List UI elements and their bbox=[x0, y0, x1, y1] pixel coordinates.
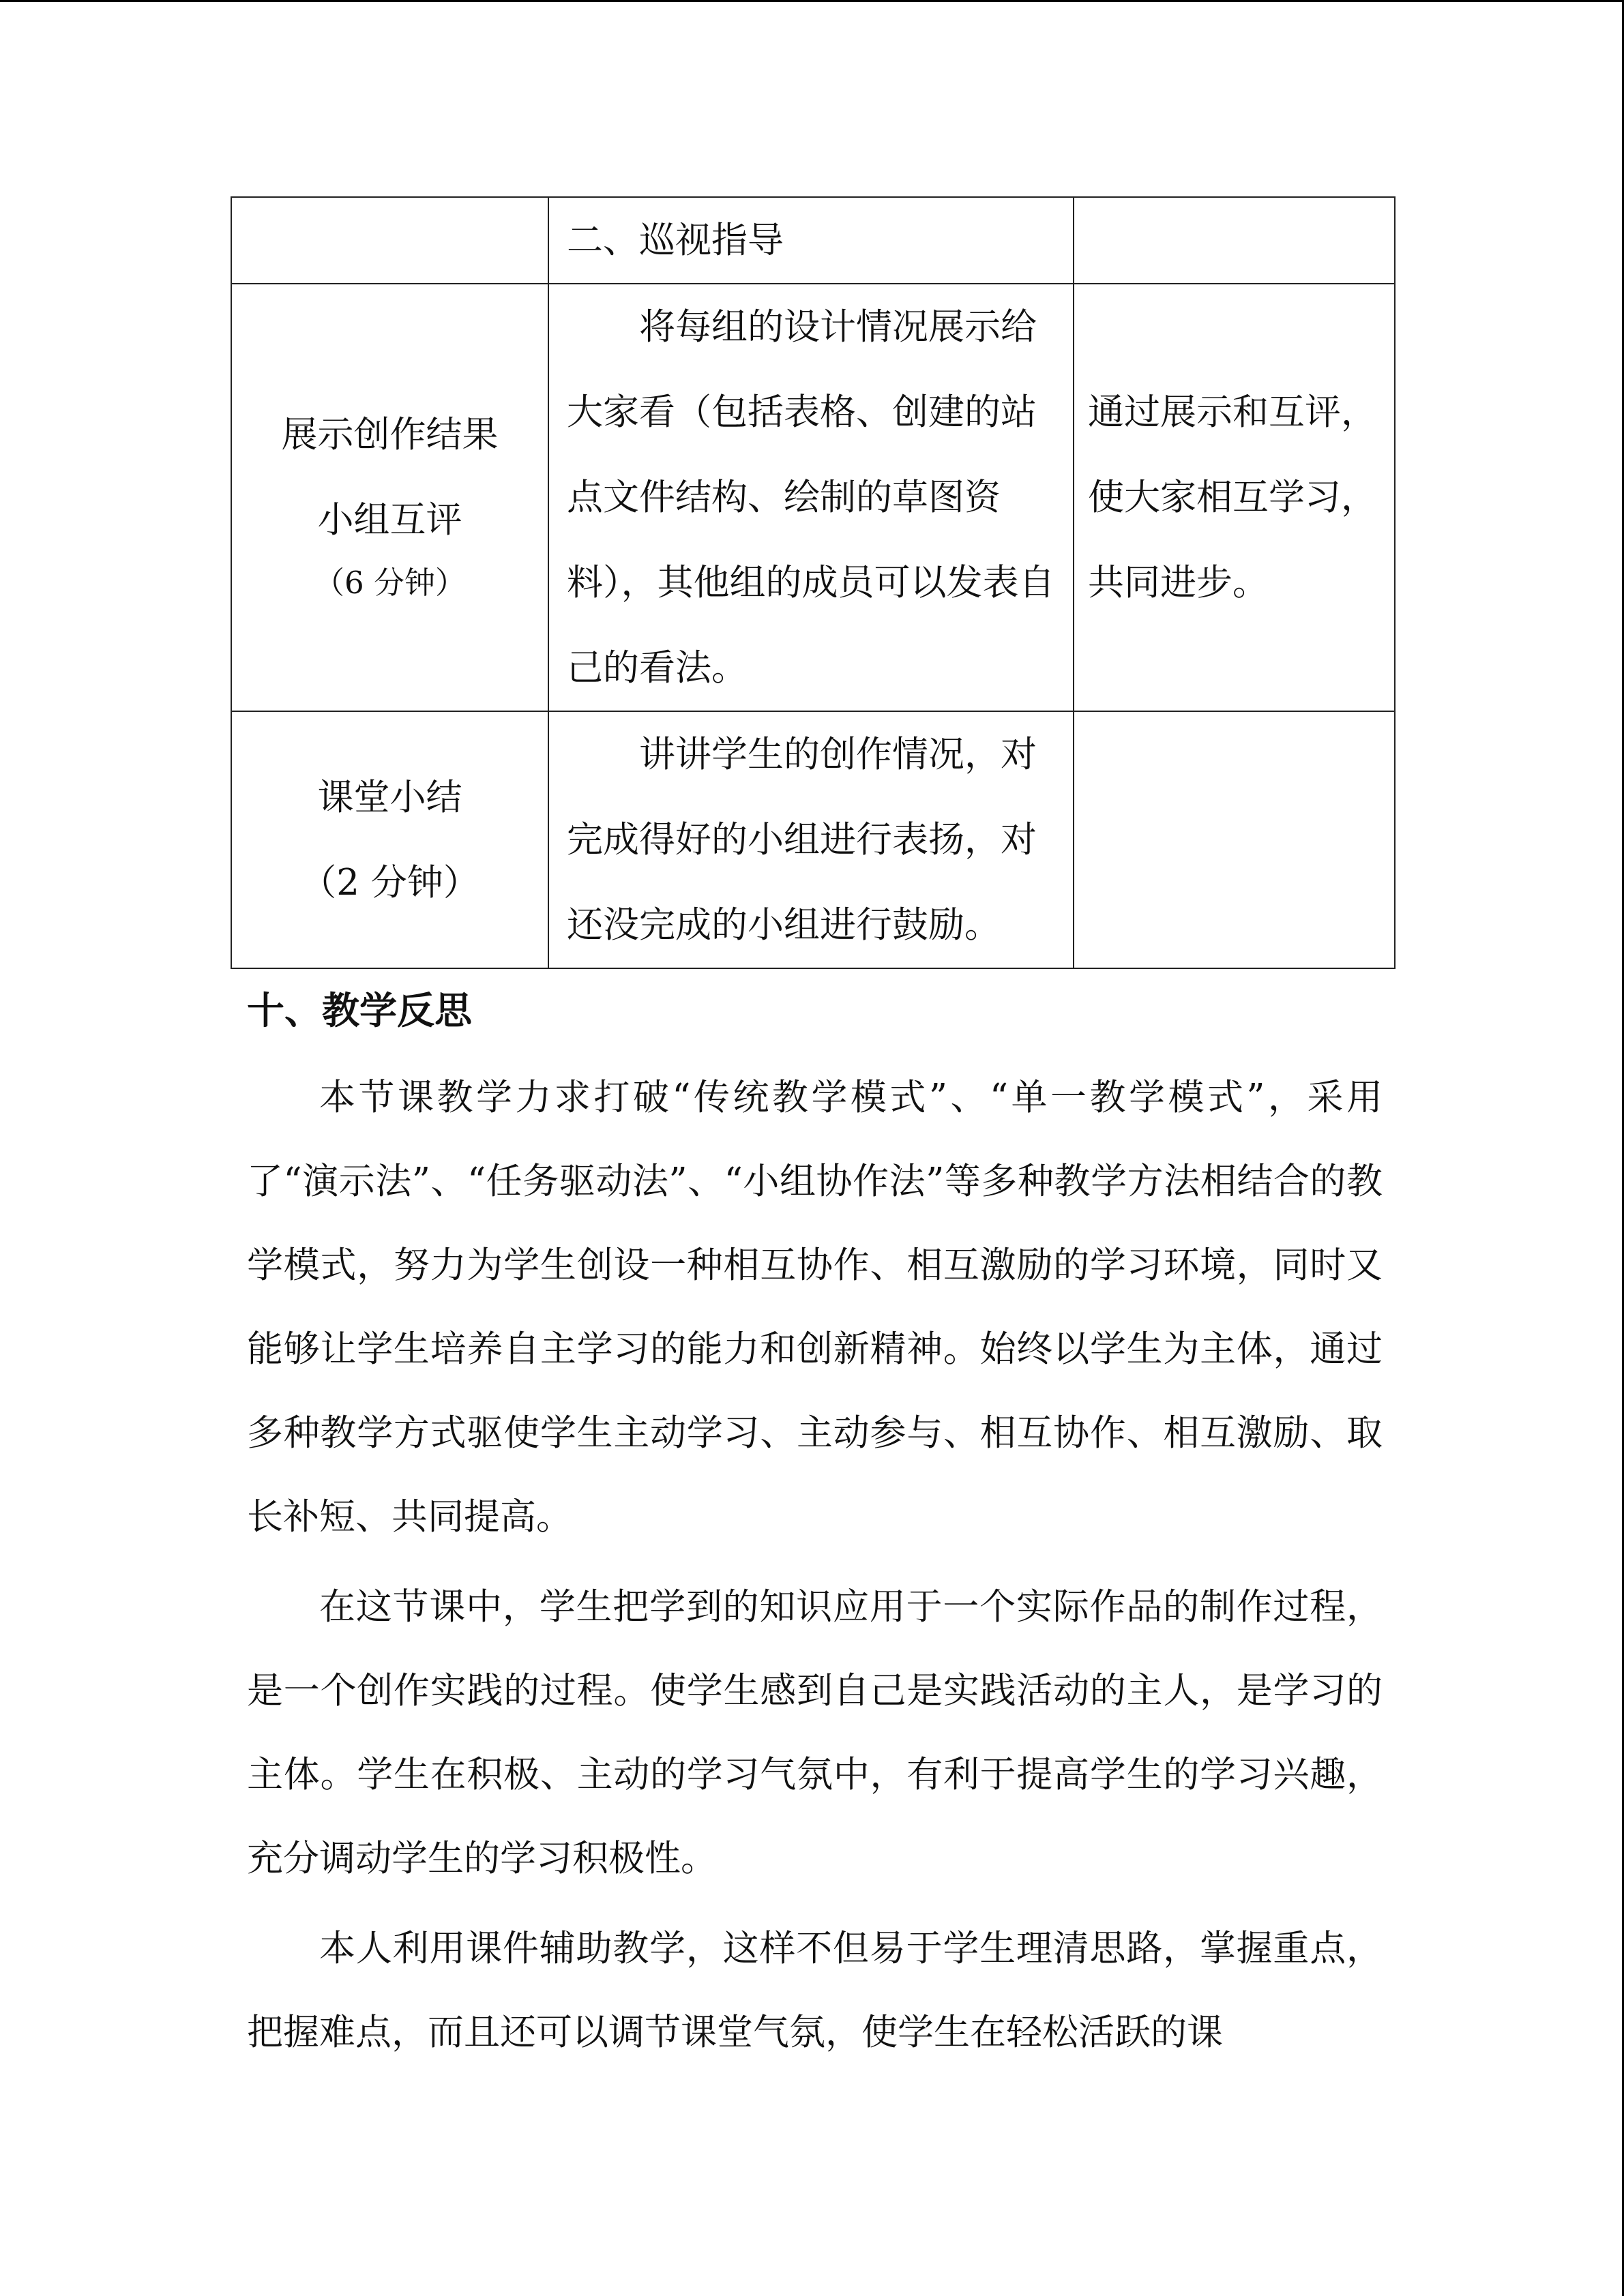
stage-cell bbox=[231, 711, 548, 968]
paragraph: 本节课教学力求打破“传统教学模式”、“单一教学模式”，采用了“演示法”、“任务驱动法”、“小组协作法”等多种教学方法相结合的教学模式，努力为学生创设一种相互协作、相互激励的学习环境，同时又能够让学生培养自主学习的能力和创新精神。始终以学生为主体，通过多种教学方式驱使学生主动学习、主动参与、相互协作、相互激励、取长补短、共同提高。 bbox=[247, 1077, 1383, 1538]
stage-time: （2 分钟） bbox=[300, 861, 479, 904]
intent-cell bbox=[1074, 284, 1395, 711]
activity-text: 将每组的设计情况展示给大家看（包括表格、创建的站点文件结构、绘制的草图资料），其他组的成员可以发表自己的看法。 bbox=[567, 306, 1055, 689]
stage-cell bbox=[231, 284, 548, 711]
intent-cell bbox=[1074, 711, 1395, 968]
table-row bbox=[231, 197, 1395, 284]
activity-cell bbox=[548, 711, 1074, 968]
section-heading: 十、教学反思 bbox=[247, 988, 473, 1032]
intent-text: 通过展示和互评，使大家相互学习，共同进步。 bbox=[1088, 391, 1377, 603]
stage-time: （6 分钟） bbox=[314, 564, 466, 601]
page-border-top bbox=[0, 0, 1624, 2]
stage-name: 展示创作结果 bbox=[281, 413, 499, 456]
activity-cell bbox=[548, 197, 1074, 284]
stage-cell bbox=[231, 197, 548, 284]
activity-text: 讲讲学生的创作情况，对完成得好的小组进行表扬，对还没完成的小组进行鼓励。 bbox=[567, 734, 1037, 946]
paragraph: 本人利用课件辅助教学，这样不但易于学生理清思路，掌握重点，把握难点，而且还可以调节课堂气氛，使学生在轻松活跃的课 bbox=[247, 1928, 1383, 2053]
stage-sub-name: 小组互评 bbox=[317, 498, 462, 541]
intent-cell bbox=[1074, 197, 1395, 284]
activity-cell bbox=[548, 284, 1074, 711]
table-row bbox=[231, 284, 1395, 711]
stage-name: 课堂小结 bbox=[317, 776, 462, 818]
reflection-body bbox=[247, 1056, 1383, 2081]
lesson-plan-table bbox=[231, 196, 1396, 969]
activity-text: 二、巡视指导 bbox=[567, 220, 784, 261]
paragraph: 在这节课中，学生把学到的知识应用于一个实际作品的制作过程，是一个创作实践的过程。使学生感到自己是实践活动的主人，是学习的主体。学生在积极、主动的学习气氛中，有利于提高学生的学习兴趣，充分调动学生的学习积极性。 bbox=[247, 1586, 1383, 1879]
table-row bbox=[231, 711, 1395, 968]
